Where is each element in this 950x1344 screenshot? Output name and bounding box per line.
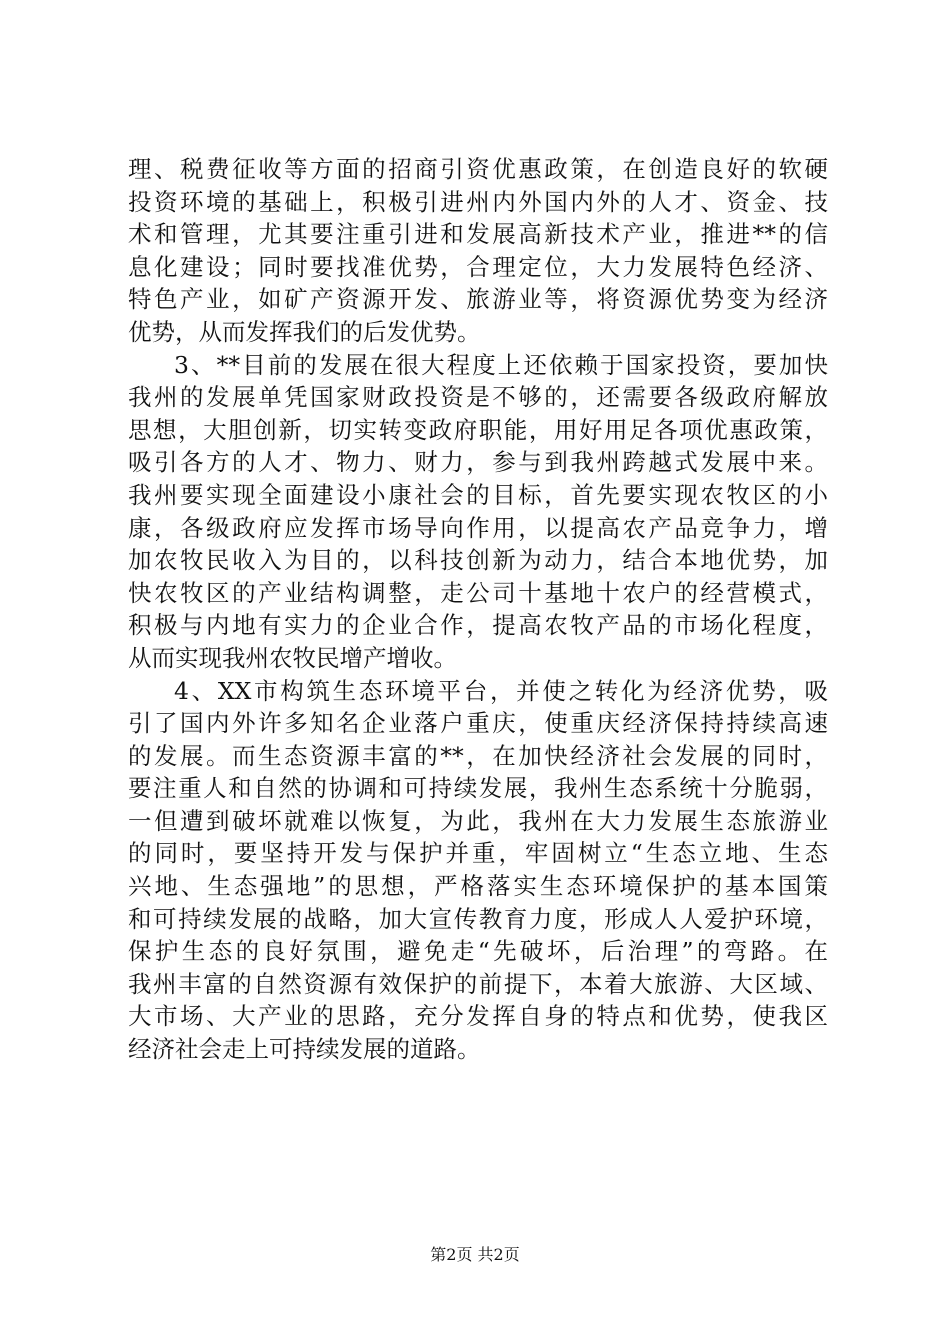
text-line: 我州丰富的自然资源有效保护的前提下，本着大旅游、大区域、	[128, 969, 828, 998]
text-line: 吸引各方的人才、物力、财力，参与到我州跨越式发展中来。	[128, 448, 828, 477]
text-line: 从而实现我州农牧民增产增收。	[128, 643, 457, 672]
text-line: 积极与内地有实力的企业合作，提高农牧产品的市场化程度，	[128, 611, 828, 640]
text-line: 的发展。而生态资源丰富的**，在加快经济社会发展的同时，	[128, 741, 828, 770]
text-line: 术和管理，尤其要注重引进和发展高新技术产业，推进**的信	[128, 220, 828, 249]
text-line: 特色产业，如矿产资源开发、旅游业等，将资源优势变为经济	[128, 285, 828, 314]
text-line: 息化建设；同时要找准优势，合理定位，大力发展特色经济、	[128, 252, 828, 281]
paragraph	[128, 675, 828, 1066]
paragraph	[128, 153, 828, 349]
text-line: 快农牧区的产业结构调整，走公司十基地十农户的经营模式，	[128, 578, 828, 607]
paragraph	[128, 349, 828, 675]
text-line: 康，各级政府应发挥市场导向作用，以提高农产品竞争力，增	[128, 513, 828, 542]
page-footer: 第2页 共2页	[430, 1245, 520, 1264]
text-line: 思想，大胆创新，切实转变政府职能，用好用足各项优惠政策，	[128, 415, 828, 444]
text-line: 4、XX市构筑生态环境平台，并使之转化为经济优势，吸	[174, 676, 828, 705]
text-line: 我州的发展单凭国家财政投资是不够的，还需要各级政府解放	[128, 383, 828, 412]
text-line: 的同时，要坚持开发与保护并重，牢固树立“生态立地、生态	[128, 839, 828, 868]
text-line: 一但遭到破坏就难以恢复，为此，我州在大力发展生态旅游业	[128, 806, 828, 835]
text-line: 理、税费征收等方面的招商引资优惠政策，在创造良好的软硬	[128, 155, 828, 183]
text-line: 3、**目前的发展在很大程度上还依赖于国家投资，要加快	[174, 350, 828, 379]
text-line: 经济社会走上可持续发展的道路。	[128, 1035, 481, 1064]
text-line: 和可持续发展的战略，加大宣传教育力度，形成人人爱护环境，	[128, 904, 828, 933]
text-line: 投资环境的基础上，积极引进州内外国内外的人才、资金、技	[128, 187, 828, 216]
text-line: 要注重人和自然的协调和可持续发展，我州生态系统十分脆弱，	[128, 774, 828, 803]
text-line: 引了国内外许多知名企业落户重庆，使重庆经济保持持续高速	[128, 709, 828, 738]
text-line: 兴地、生态强地”的思想，严格落实生态环境保护的基本国策	[128, 872, 828, 901]
text-line: 我州要实现全面建设小康社会的目标，首先要实现农牧区的小	[128, 480, 828, 509]
text-line: 加农牧民收入为目的，以科技创新为动力，结合本地优势，加	[128, 546, 828, 575]
text-line: 大市场、大产业的思路，充分发挥自身的特点和优势，使我区	[128, 1002, 828, 1031]
document-body	[128, 153, 828, 1066]
text-line: 保护生态的良好氛围，避免走“先破坏，后治理”的弯路。在	[128, 937, 828, 966]
text-line: 优势，从而发挥我们的后发优势。	[128, 317, 481, 346]
